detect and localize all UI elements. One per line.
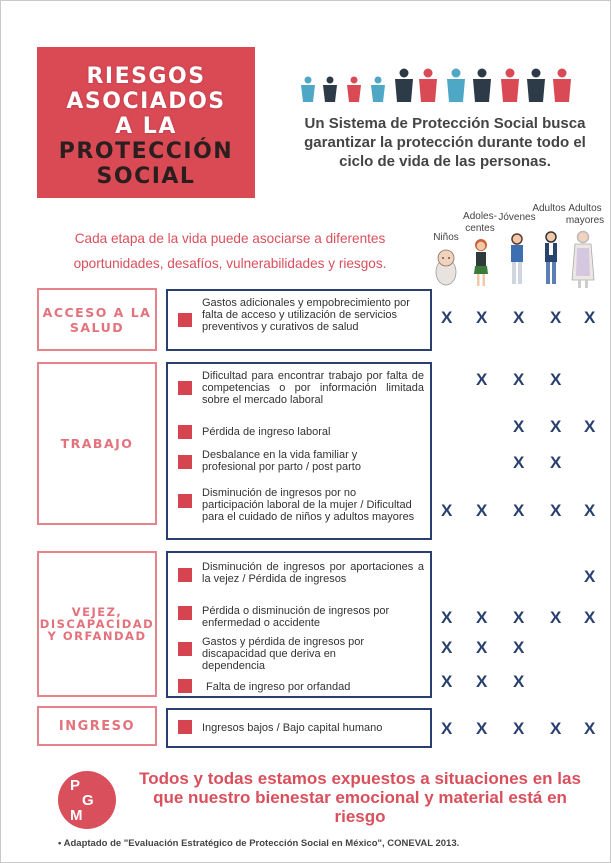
mark-x: X [441,608,453,627]
item-text: Dificultad para encontrar trabajo por falta de competencias o por información limitada sobre el mercado laboral [202,370,424,406]
mark-x: X [550,719,562,738]
mark-x: X [513,308,525,327]
column-label-ninos: Niños [433,232,459,243]
title-line-2: ASOCIADOS [66,89,226,114]
mark-x: X [550,453,562,472]
family-member-head [351,77,358,84]
item-text: Ingresos bajos / Bajo capital humano [202,722,383,734]
family-member-head [478,69,487,78]
family-member-body [501,79,519,102]
mark-x: X [513,417,525,436]
family-member-head [327,77,334,84]
category-label-vejez: VEJEZ, DISCAPACIDAD Y ORFANDAD [37,551,157,697]
logo-letter-p: P [70,777,81,794]
tagline: Un Sistema de Protección Social busca garantizar la protección durante todo el ciclo de vida de las personas. [304,115,586,170]
page-title [37,64,255,189]
family-member-body [553,79,571,102]
family-member-body [527,79,545,102]
family-member-head [532,69,541,78]
item-text: Disminución de ingresos por aportaciones a la vejez / Pérdida de ingresos [202,561,424,585]
source-text: Adaptado de "Evaluación Estratégico de Protección Social en México", CONEVAL 2013. [63,838,460,849]
item-text: Pérdida o disminución de ingresos por enfermedad o accidente [202,605,390,629]
family-member-body [419,79,437,102]
column-label-jovenes: Jóvenes [498,212,536,223]
bullet-square [178,606,192,620]
intro-text: Cada etapa de la vida puede asociarse a diferentes oportunidades, desafíos, vulnerabilidades y riesgos. [73,231,387,271]
logo-letter-m: M [70,807,83,824]
mark-x: X [550,608,562,627]
family-member-body [371,85,385,102]
mark-x: X [513,453,525,472]
mark-x: X [476,501,488,520]
mark-x: X [513,608,525,627]
family-icon [300,66,582,102]
bullet-square [178,425,192,439]
item-text: Gastos adicionales y empobrecimiento por falta de acceso y utilización de servicios preventivos y curativos de salud [202,297,410,333]
mark-x: X [584,567,596,586]
family-member-head [400,69,409,78]
mark-x: X [476,608,488,627]
column-label-adultos: Adultos [532,203,566,214]
family-member-body [395,79,413,102]
family-member-body [323,85,337,102]
bullet-square [178,494,192,508]
mark-x: X [584,719,596,738]
family-member-body [473,79,491,102]
category-label-ingreso: INGRESO [37,706,157,746]
category-label-trabajo: TRABAJO [37,362,157,525]
bullet-square [178,568,192,582]
category-label-acceso-salud: ACCESO A LA SALUD [37,288,157,351]
baby-icon [432,246,460,286]
source-note: • Adaptado de "Evaluación Estratégico de Protección Social en México", CONEVAL 2013. [58,838,460,849]
young-adult-icon [506,232,528,288]
mark-x: X [476,638,488,657]
mark-x: X [584,417,596,436]
family-member-body [301,85,315,102]
mark-x: X [441,719,453,738]
mark-x: X [584,308,596,327]
mark-x: X [441,501,453,520]
mark-x: X [476,719,488,738]
family-member-head [558,69,567,78]
family-figures [301,69,571,103]
family-member-head [506,69,515,78]
family-member-head [452,69,461,78]
teen-icon [470,238,492,288]
title-banner [37,47,255,198]
item-text: Gastos y pérdida de ingresos por discapacidad que deriva en dependencia [202,636,365,672]
mark-x: X [584,501,596,520]
mark-x: X [513,719,525,738]
mark-x: X [441,308,453,327]
mark-x: X [513,638,525,657]
family-member-head [305,77,312,84]
bullet-square [178,455,192,469]
item-text: Disminución de ingresos por no participación laboral de la mujer / Dificultad para el cuidado de niños y adultos mayores [202,487,415,523]
family-member-head [375,77,382,84]
title-line-5: SOCIAL [96,164,196,189]
mark-x: X [550,308,562,327]
mark-x: X [476,672,488,691]
item-text: Desbalance en la vida familiar y profesional por parto / post parto [202,449,361,473]
bullet-square [178,381,192,395]
mark-x: X [476,370,488,389]
title-line-3: A LA [115,114,177,139]
column-label-adultos-mayores: Adultos mayores [565,203,605,226]
mark-x: X [550,417,562,436]
mark-x: X [441,672,453,691]
mark-x: X [476,308,488,327]
mark-x: X [584,608,596,627]
column-label-adolescentes: Adoles- centes [463,211,497,234]
elderly-icon [570,230,596,290]
title-line-4: PROTECCIÓN [58,139,234,164]
mark-x: X [441,638,453,657]
title-line-1: RIESGOS [86,64,206,89]
family-member-body [347,85,361,102]
mark-x: X [513,501,525,520]
mark-x: X [513,370,525,389]
bullet-square [178,720,192,734]
bullet-square [178,679,192,693]
bullet-square [178,313,192,327]
mark-x: X [513,672,525,691]
footer-message: Todos y todas estamos expuestos a situaciones en las que nuestro bienestar emocional y material está en riesgo [139,769,581,826]
bullet-square [178,642,192,656]
family-member-body [447,79,465,102]
adult-icon [540,230,562,288]
item-text: Falta de ingreso por orfandad [206,681,351,693]
logo-letter-g: G [82,792,94,809]
item-text: Pérdida de ingreso laboral [202,426,331,438]
family-member-head [424,69,433,78]
mark-x: X [550,370,562,389]
mark-x: X [550,501,562,520]
logo-pgm [58,771,116,829]
